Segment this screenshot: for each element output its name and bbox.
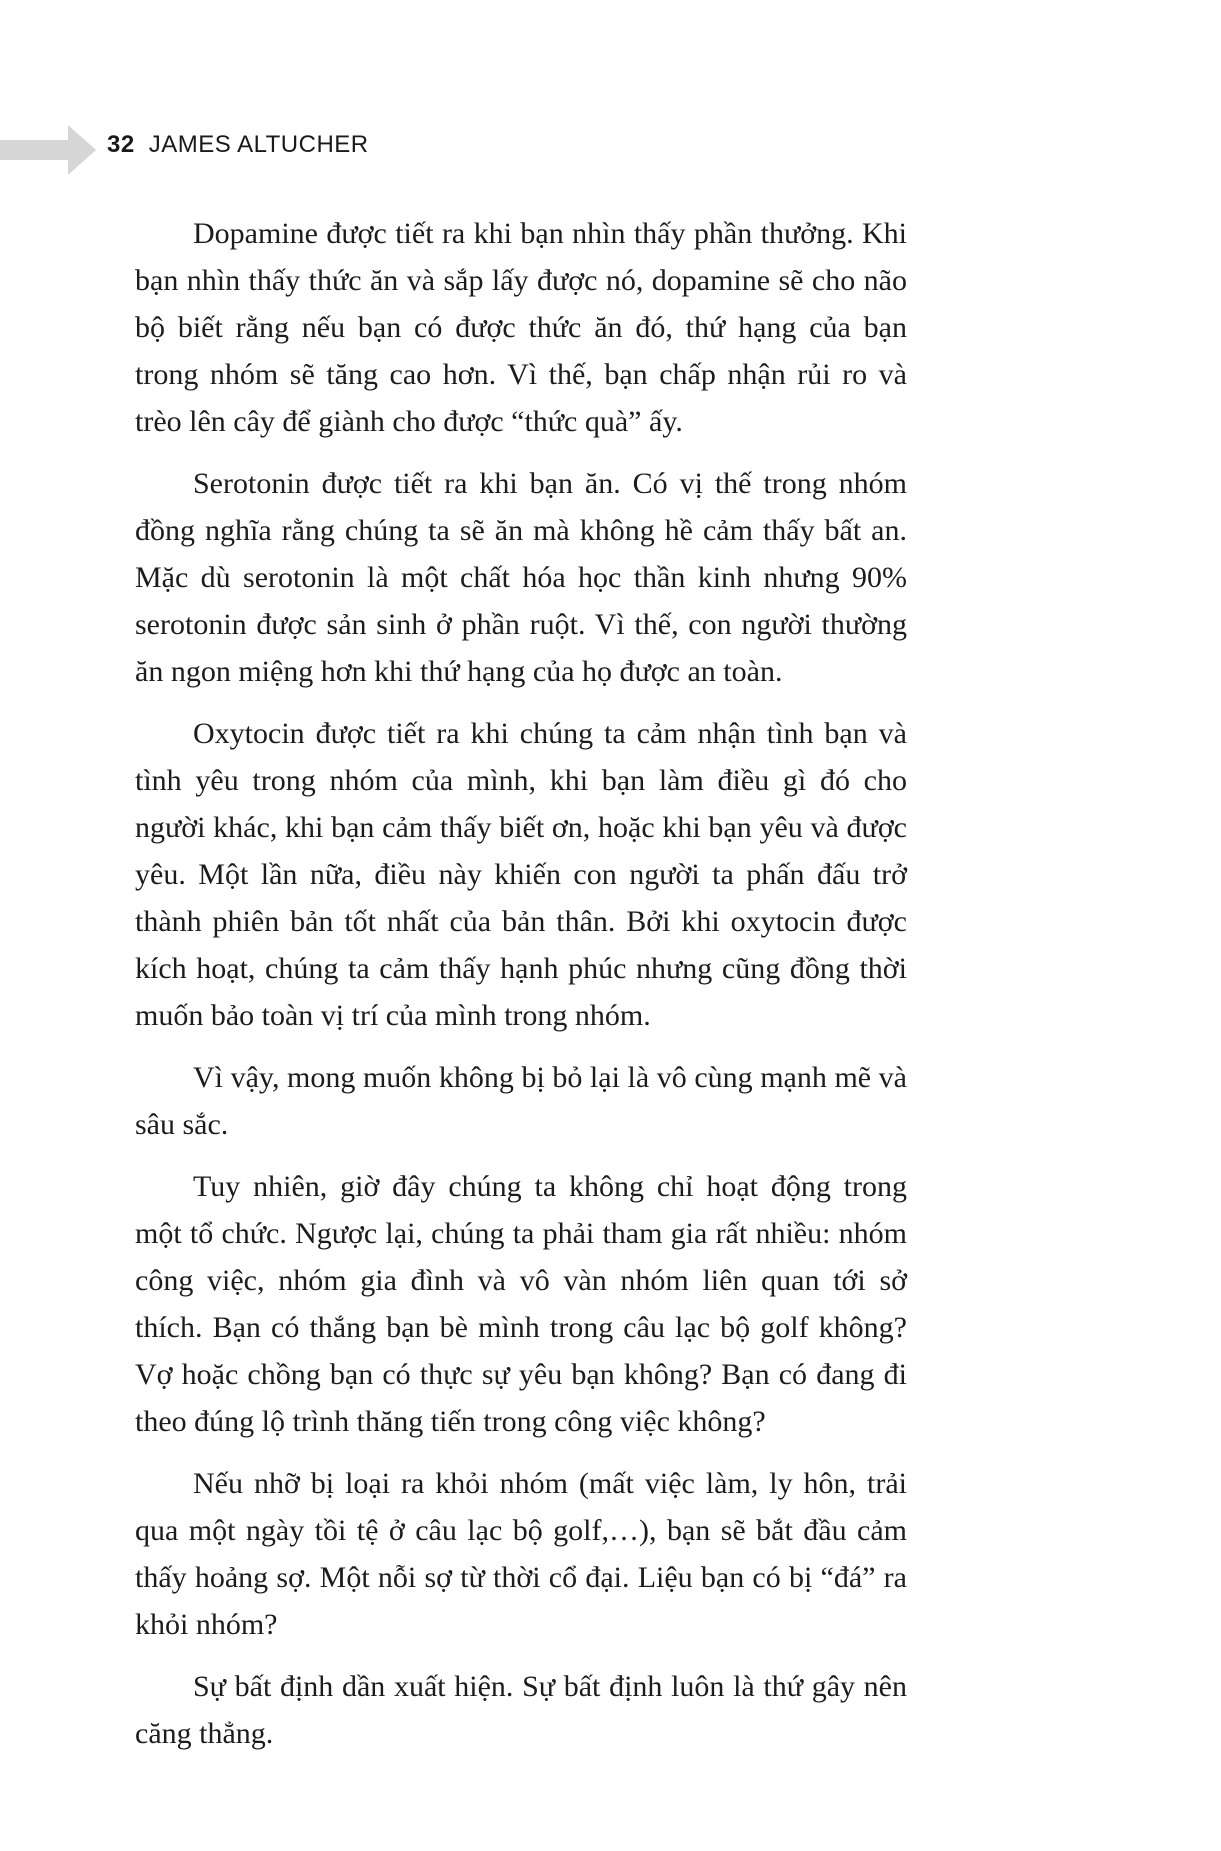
running-title: JAMES ALTUCHER: [148, 131, 369, 158]
page-header: [0, 118, 1221, 178]
page-number: 32: [107, 131, 135, 158]
paragraph: Nếu nhỡ bị loại ra khỏi nhóm (mất việc làm, ly hôn, trải qua một ngày tồi tệ ở câu lạc bộ golf,…), bạn sẽ bắt đầu cảm thấy hoảng sợ. Một nỗi sợ từ thời cổ đại. Liệu bạn có bị “đá” ra khỏi nhóm?: [135, 1467, 907, 1641]
running-header: [107, 131, 369, 159]
paragraph: Oxytocin được tiết ra khi chúng ta cảm nhận tình bạn và tình yêu trong nhóm của mình, khi bạn làm điều gì đó cho người khác, khi bạn cảm thấy biết ơn, hoặc khi bạn yêu và được yêu. Một lần nữa, điều này khiến con người ta phấn đấu trở thành phiên bản tốt nhất của bản thân. Bởi khi oxytocin được kích hoạt, chúng ta cảm thấy hạnh phúc nhưng cũng đồng thời muốn bảo toàn vị trí của mình trong nhóm.: [135, 717, 907, 1032]
arrow-right-icon: [0, 125, 96, 175]
paragraph: Sự bất định dần xuất hiện. Sự bất định luôn là thứ gây nên căng thẳng.: [135, 1670, 907, 1750]
paragraph: Dopamine được tiết ra khi bạn nhìn thấy phần thưởng. Khi bạn nhìn thấy thức ăn và sắp lấy được nó, dopamine sẽ cho não bộ biết rằng nếu bạn có được thức ăn đó, thứ hạng của bạn trong nhóm sẽ tăng cao hơn. Vì thế, bạn chấp nhận rủi ro và trèo lên cây để giành cho được “thức quà” ấy.: [135, 217, 907, 438]
paragraph: Vì vậy, mong muốn không bị bỏ lại là vô cùng mạnh mẽ và sâu sắc.: [135, 1061, 907, 1141]
paragraph: Tuy nhiên, giờ đây chúng ta không chỉ hoạt động trong một tổ chức. Ngược lại, chúng ta phải tham gia rất nhiều: nhóm công việc, nhóm gia đình và vô vàn nhóm liên quan tới sở thích. Bạn có thắng bạn bè mình trong câu lạc bộ golf không? Vợ hoặc chồng bạn có thực sự yêu bạn không? Bạn có đang đi theo đúng lộ trình thăng tiến trong công việc không?: [135, 1170, 907, 1438]
body-text: [135, 210, 907, 1772]
paragraph: Serotonin được tiết ra khi bạn ăn. Có vị thế trong nhóm đồng nghĩa rằng chúng ta sẽ ăn mà không hề cảm thấy bất an. Mặc dù serotonin là một chất hóa học thần kinh nhưng 90% serotonin được sản sinh ở phần ruột. Vì thế, con người thường ăn ngon miệng hơn khi thứ hạng của họ được an toàn.: [135, 467, 907, 688]
